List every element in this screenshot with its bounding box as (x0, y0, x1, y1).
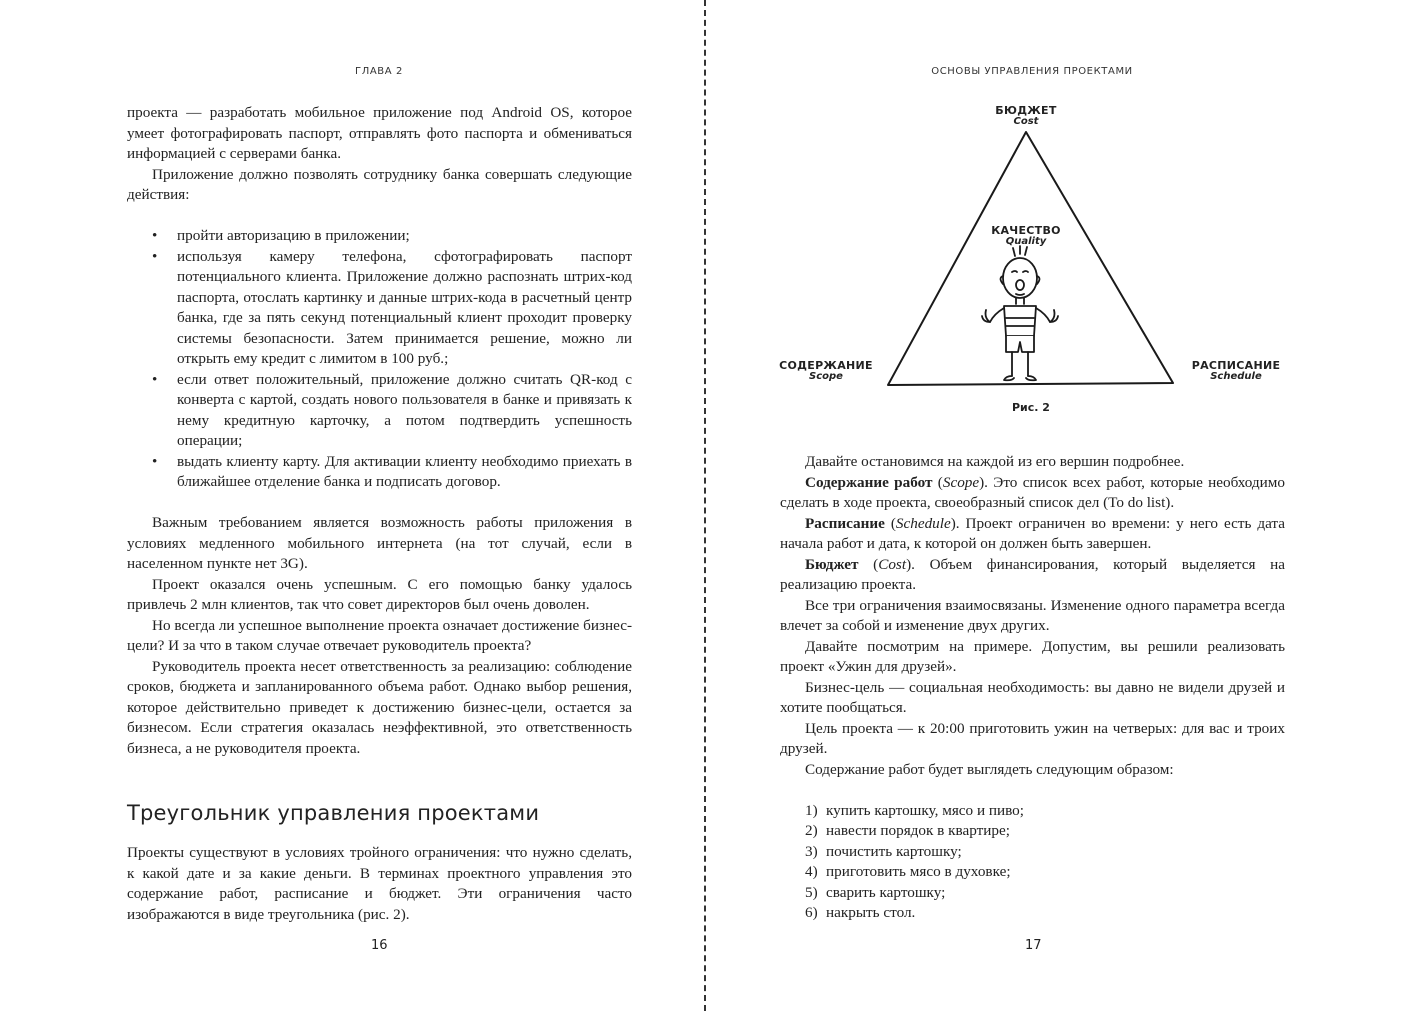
paragraph: Все три ограничения взаимосвязаны. Изменение одного параметра всегда влечет за собой и изменение двух других. (780, 596, 1285, 634)
left-body-text (127, 103, 632, 759)
list-item: • используя камеру телефона, сфотографировать паспорт потенциального клиента. Приложение должно распознать штрих-код паспорта, отослать картинку и данные штрих-кода в расчетный центр банка, где за пять секунд потенциальный клиент проходит проверку системы безопасности. Затем принимается решение, можно ли открыть ему кредит с лимитом в 100 руб.; (152, 247, 632, 367)
paragraph: Давайте посмотрим на примере. Допустим, вы решили реализовать проект «Ужин для друзей». (780, 637, 1285, 675)
paragraph: Проекты существуют в условиях тройного ограничения: что нужно сделать, к какой дате и за какие деньги. В терминах проектного управления это содержание работ, расписание и бюджет. Эти ограничения часто изображаются в виде треугольника (рис. 2). (127, 844, 632, 923)
paragraph: Приложение должно позволять сотруднику банка совершать следующие действия: (127, 165, 632, 203)
label-cost: БЮДЖЕТ Cost (995, 104, 1057, 127)
paragraph: проекта — разработать мобильное приложение под Android OS, которое умеет фотографировать паспорт, отправлять фото паспорта и обмениваться информацией с серверами банка. (127, 104, 632, 162)
paragraph: Проект оказался очень успешным. С его помощью банку удалось привлечь 2 млн клиентов, так что совет директоров был очень доволен. (127, 575, 632, 613)
bullet-icon: • (152, 452, 158, 470)
paragraph: Давайте остановимся на каждой из его вершин подробнее. (805, 453, 1185, 470)
label-scope: СОДЕРЖАНИЕ Scope (779, 359, 873, 382)
label-quality: КАЧЕСТВО Quality (991, 224, 1061, 247)
list-item: 2) навести порядок в квартире; (805, 822, 1010, 839)
bullet-icon: • (152, 370, 158, 388)
running-head-left: ГЛАВА 2 (355, 66, 403, 77)
paragraph: Важным требованием является возможность работы приложения в условиях медленного мобильного интернета (на тот случай, если в населенном пункте нет 3G). (127, 514, 632, 572)
section-title: Треугольник управления проектами (127, 801, 540, 825)
running-head-right: ОСНОВЫ УПРАВЛЕНИЯ ПРОЕКТАМИ (931, 66, 1133, 77)
paragraph: Но всегда ли успешное выполнение проекта означает достижение бизнес-цели? И за что в таком случае отвечает руководитель проекта? (127, 616, 632, 654)
paragraph: Бизнес-цель — социальная необходимость: вы давно не видели друзей и хотите пообщаться. (780, 678, 1285, 716)
paragraph: Руководитель проекта несет ответственность за реализацию: соблюдение сроков, бюджета и запланированного объема работ. Однако выбор решения, которое действительно приведет к достижению бизнес-цели, остается за бизнесом. Если стратегия оказалась неэффективной, это ответственность бизнеса, а не руководителя проекта. (127, 657, 632, 757)
bullet-icon: • (152, 247, 158, 265)
triangle-figure (766, 100, 1366, 430)
list-item: 3) почистить картошку; (805, 842, 962, 860)
paragraph-scope: Содержание работ (Scope). Это список всех работ, которые необходимо сделать в ходе проекта, своеобразный список дел (To do list). (780, 473, 1285, 511)
paragraph: Цель проекта — к 20:00 приготовить ужин на четверых: для вас и троих друзей. (780, 719, 1285, 757)
numbered-list (780, 801, 1285, 924)
list-item: 1) купить картошку, мясо и пиво; (805, 801, 1024, 819)
page-number-right: 17 (1025, 938, 1042, 953)
person-illustration (982, 246, 1058, 380)
label-schedule: РАСПИСАНИЕ Schedule (1191, 359, 1281, 382)
list-item: 4) приготовить мясо в духовке; (805, 863, 1011, 880)
page-number-left: 16 (371, 938, 388, 953)
list-item: 6) накрыть стол. (805, 904, 916, 921)
paragraph-cost: Бюджет (Cost). Объем финансирования, который выделяется на реализацию проекта. (780, 555, 1285, 593)
left-body-text-2 (127, 843, 632, 925)
bullet-list (127, 226, 632, 493)
list-item: • выдать клиенту карту. Для активации клиенту необходимо приехать в ближайшее отделение банка и подписать договор. (152, 452, 632, 490)
list-item: • если ответ положительный, приложение должно считать QR-код с конверта с картой, создать нового пользователя в банке и привязать к нему кредитную карточку, а потом подтвердить успешность операции; (152, 370, 632, 449)
figure-caption: Рис. 2 (1012, 401, 1050, 414)
list-item: 5) сварить картошку; (805, 883, 946, 901)
right-page (706, 0, 1410, 1011)
list-item: • пройти авторизацию в приложении; (177, 226, 632, 247)
bullet-icon: • (152, 227, 158, 244)
right-body-text (780, 452, 1285, 924)
paragraph: Содержание работ будет выглядеть следующим образом: (805, 760, 1174, 778)
paragraph-schedule: Расписание (Schedule). Проект ограничен во времени: у него есть дата начала работ и дата, к которой он должен быть завершен. (780, 514, 1285, 552)
